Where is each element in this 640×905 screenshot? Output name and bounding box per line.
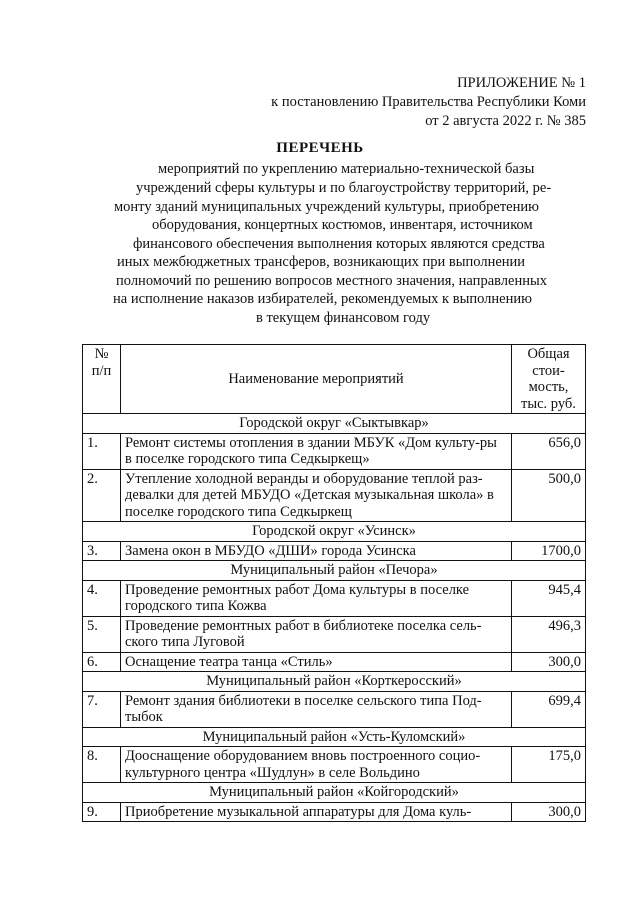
subtitle-line: финансового обеспечения выполнения которых являются средства [133,236,545,252]
section-row [83,561,586,581]
table-header-row [83,345,586,414]
header-num: № п/п [83,345,121,414]
section-row [83,522,586,542]
subtitle-line: полномочий по решению вопросов местного значения, направленных [116,273,547,289]
section-row [83,672,586,692]
row-name: Утепление холодной веранды и оборудование теплой раз-девалки для детей МБУДО «Детская музыкальная школа» в поселке городского типа Седкыркещ [121,469,512,522]
row-num: 9. [83,802,121,822]
table-row [83,802,586,822]
row-cost: 300,0 [512,652,586,672]
row-num: 4. [83,580,121,616]
section-title: Городской округ «Сыктывкар» [83,414,586,434]
table-row [83,652,586,672]
row-cost: 945,4 [512,580,586,616]
row-num: 3. [83,541,121,561]
row-name: Ремонт здания библиотеки в поселке сельского типа Под-тыбок [121,691,512,727]
header-cost: Общая стои-мость, тыс. руб. [512,345,586,414]
table-row [83,469,586,522]
row-num: 2. [83,469,121,522]
subtitle-line: иных межбюджетных трансферов, возникающих при выполнении [117,254,526,270]
subtitle-line: оборудования, концертных костюмов, инвентаря, источником [152,217,533,233]
row-cost: 496,3 [512,616,586,652]
header-name: Наименование мероприятий [121,345,512,414]
row-name: Замена окон в МБУДО «ДШИ» города Усинска [121,541,512,561]
section-row [83,783,586,803]
table-row [83,691,586,727]
appendix-label: ПРИЛОЖЕНИЕ № 1 [457,75,586,91]
subtitle-line: в текущем финансовом году [256,310,431,326]
row-name: Ремонт системы отопления в здании МБУК «Дом культу-ры в поселке городского типа Седкыркещ» [121,433,512,469]
document-title: ПЕРЕЧЕНЬ [276,140,364,156]
section-title: Муниципальный район «Печора» [83,561,586,581]
subtitle-line: мероприятий по укреплению материально-технической базы [158,161,535,177]
appendix-date: от 2 августа 2022 г. № 385 [425,113,586,129]
subtitle-line: на исполнение наказов избирателей, рекомендуемых к выполнению [113,291,532,307]
row-name: Оснащение театра танца «Стиль» [121,652,512,672]
row-cost: 699,4 [512,691,586,727]
row-num: 1. [83,433,121,469]
table-row [83,616,586,652]
row-cost: 175,0 [512,747,586,783]
section-title: Муниципальный район «Койгородский» [83,783,586,803]
row-cost: 656,0 [512,433,586,469]
row-name: Приобретение музыкальной аппаратуры для Дома куль- [121,802,512,822]
row-cost: 500,0 [512,469,586,522]
table-row [83,433,586,469]
table-row [83,541,586,561]
row-num: 7. [83,691,121,727]
subtitle-line: учреждений сферы культуры и по благоустройству территорий, ре- [136,180,552,196]
row-num: 6. [83,652,121,672]
row-num: 8. [83,747,121,783]
appendix-decree: к постановлению Правительства Республики Коми [271,94,586,110]
section-row [83,414,586,434]
row-cost: 1700,0 [512,541,586,561]
section-row [83,727,586,747]
row-name: Проведение ремонтных работ Дома культуры в поселке городского типа Кожва [121,580,512,616]
row-name: Проведение ремонтных работ в библиотеке поселка сель-ского типа Луговой [121,616,512,652]
row-cost: 300,0 [512,802,586,822]
row-num: 5. [83,616,121,652]
section-title: Муниципальный район «Усть-Куломский» [83,727,586,747]
subtitle-line: монту зданий муниципальных учреждений культуры, приобретению [114,199,539,215]
measures-table [82,344,586,822]
row-name: Дооснащение оборудованием вновь построенного социо-культурного центра «Шудлун» в селе Вольдино [121,747,512,783]
table-row [83,747,586,783]
section-title: Городской округ «Усинск» [83,522,586,542]
table-row [83,580,586,616]
section-title: Муниципальный район «Корткеросский» [83,672,586,692]
